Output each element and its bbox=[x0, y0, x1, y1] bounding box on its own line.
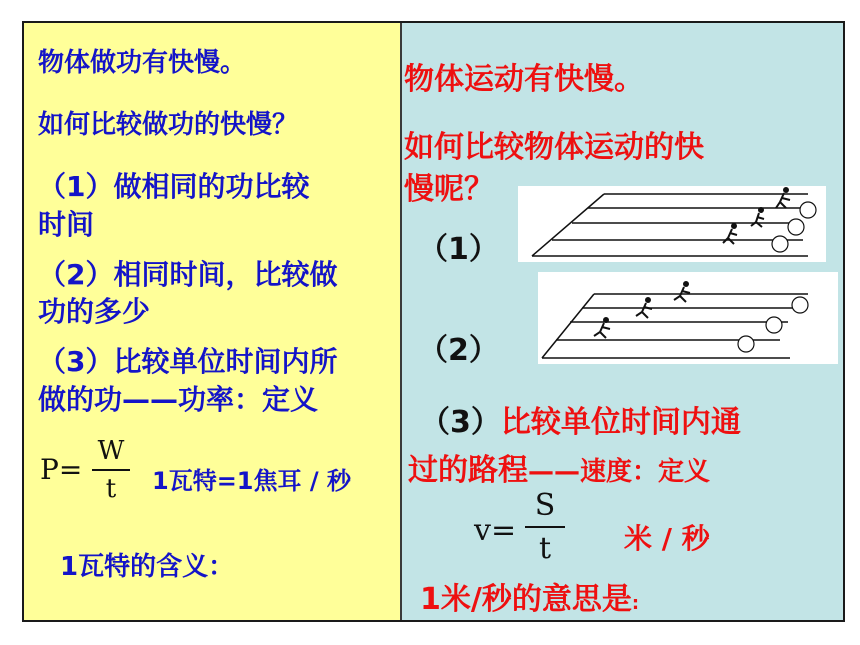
left-item3-line1: （3）比较单位时间内所 bbox=[38, 345, 338, 378]
right-question-line1: 如何比较物体运动的快 bbox=[404, 130, 704, 165]
fraction-bar bbox=[92, 469, 130, 471]
runner-track-illustration-1 bbox=[518, 186, 826, 262]
speed-formula-lhs: v= bbox=[474, 513, 517, 548]
speed-unit: 米 / 秒 bbox=[624, 522, 710, 555]
left-item2-line1: （2）相同时间，比较做 bbox=[38, 258, 338, 291]
right-label-2: （2） bbox=[418, 333, 499, 368]
right-title: 物体运动有快慢。 bbox=[404, 62, 644, 97]
left-item1-line2: 时间 bbox=[38, 208, 95, 241]
power-unit: 1瓦特=1焦耳 / 秒 bbox=[152, 467, 351, 495]
right-item3-line1: （3）比较单位时间内通 bbox=[420, 405, 741, 440]
power-formula-fraction bbox=[90, 436, 132, 504]
speed-formula-fraction bbox=[523, 488, 567, 566]
left-title: 物体做功有快慢。 bbox=[38, 48, 247, 78]
speed-denominator: t bbox=[538, 531, 552, 566]
runner-track-illustration-2 bbox=[538, 272, 838, 364]
right-question-line2: 慢呢？ bbox=[404, 172, 494, 207]
left-item1-line1: （1）做相同的功比较 bbox=[38, 170, 310, 203]
left-question: 如何比较做功的快慢？ bbox=[38, 110, 299, 140]
power-numerator: W bbox=[97, 436, 125, 466]
speed-numerator: S bbox=[534, 488, 556, 523]
power-denominator: t bbox=[105, 474, 117, 504]
speed-meaning: 1米/秒的意思是: bbox=[420, 582, 640, 617]
right-label-1: （1） bbox=[418, 232, 499, 267]
fraction-bar bbox=[525, 526, 565, 528]
power-formula-lhs: P= bbox=[40, 453, 83, 486]
watt-meaning: 1瓦特的含义： bbox=[60, 552, 235, 582]
left-item3-line2: 做的功——功率：定义 bbox=[38, 383, 319, 416]
left-item2-line2: 功的多少 bbox=[38, 295, 151, 328]
right-item3-line2: 过的路程——速度：定义 bbox=[408, 453, 711, 488]
